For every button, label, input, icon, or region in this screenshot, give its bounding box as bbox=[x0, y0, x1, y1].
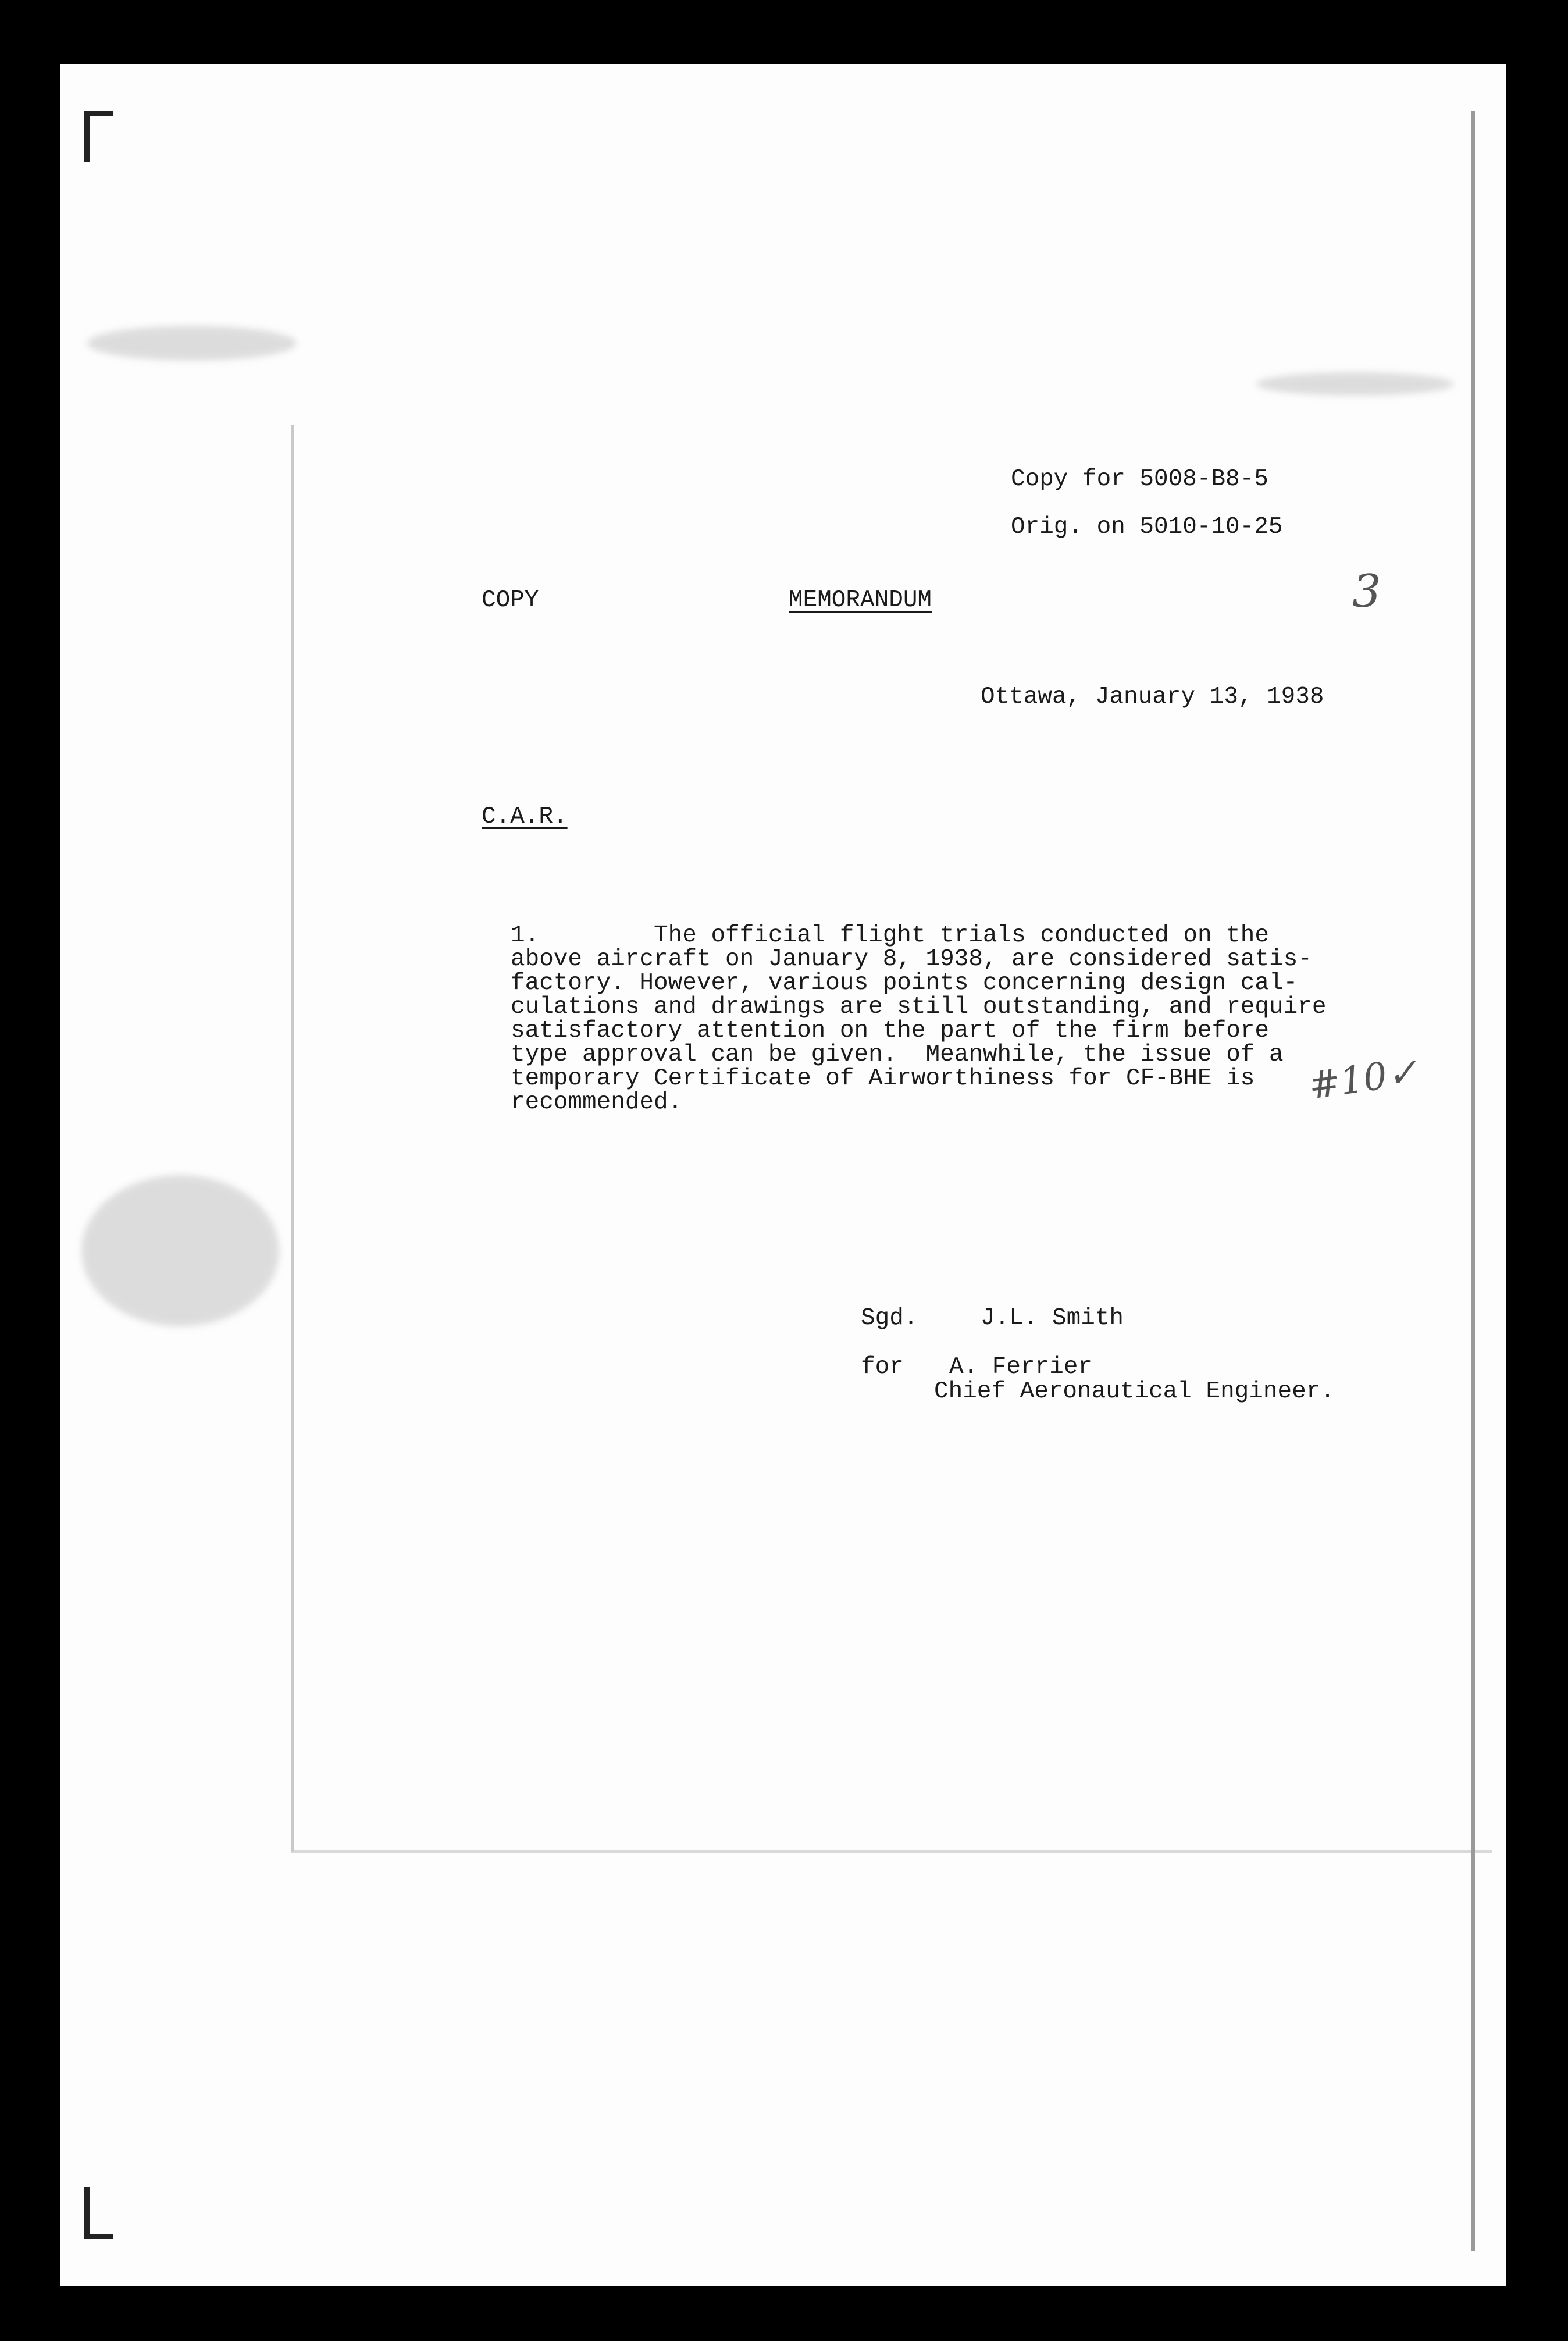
handwritten-page-number: 3 bbox=[1352, 565, 1381, 618]
memo-title: MEMORANDUM bbox=[789, 587, 932, 614]
paragraph-line: 1. The official flight trials conducted on the bbox=[511, 922, 1270, 949]
paragraph-line: type approval can be given. Meanwhile, the issue of a bbox=[511, 1041, 1284, 1068]
memo-card-outline bbox=[291, 425, 1492, 1853]
paragraph-line: temporary Certificate of Airworthiness for CF-BHE is bbox=[511, 1065, 1255, 1092]
paragraph-line: factory. However, various points concerning design cal- bbox=[511, 970, 1298, 997]
paragraph-line: above aircraft on January 8, 1938, are considered satis- bbox=[511, 946, 1312, 973]
crop-mark-top-left bbox=[84, 111, 113, 162]
copy-label: COPY bbox=[482, 587, 539, 614]
page-edge-line bbox=[1471, 111, 1475, 2251]
memo-paragraph bbox=[511, 924, 1371, 1115]
signer-name: J.L. Smith bbox=[981, 1305, 1124, 1332]
handwritten-margin-note: #10✓ bbox=[1306, 1050, 1421, 1108]
sgd-label: Sgd. bbox=[861, 1305, 918, 1332]
principal-name: A. Ferrier bbox=[949, 1354, 1093, 1381]
scan-smudge bbox=[1256, 372, 1454, 396]
copy-for-reference: Copy for 5008-B8-5 bbox=[1011, 466, 1268, 493]
for-label: for bbox=[861, 1354, 904, 1381]
addressee: C.A.R. bbox=[482, 803, 568, 830]
paragraph-line: culations and drawings are still outstanding, and require bbox=[511, 994, 1327, 1020]
original-file-reference: Orig. on 5010-10-25 bbox=[1011, 514, 1283, 540]
principal-title: Chief Aeronautical Engineer. bbox=[934, 1378, 1335, 1405]
scan-smudge bbox=[87, 326, 297, 361]
dateline: Ottawa, January 13, 1938 bbox=[981, 684, 1324, 710]
crop-mark-bottom-left bbox=[84, 2187, 113, 2239]
paragraph-line: satisfactory attention on the part of the firm before bbox=[511, 1017, 1270, 1044]
scan-smudge bbox=[81, 1175, 279, 1326]
paragraph-line: recommended. bbox=[511, 1089, 683, 1116]
